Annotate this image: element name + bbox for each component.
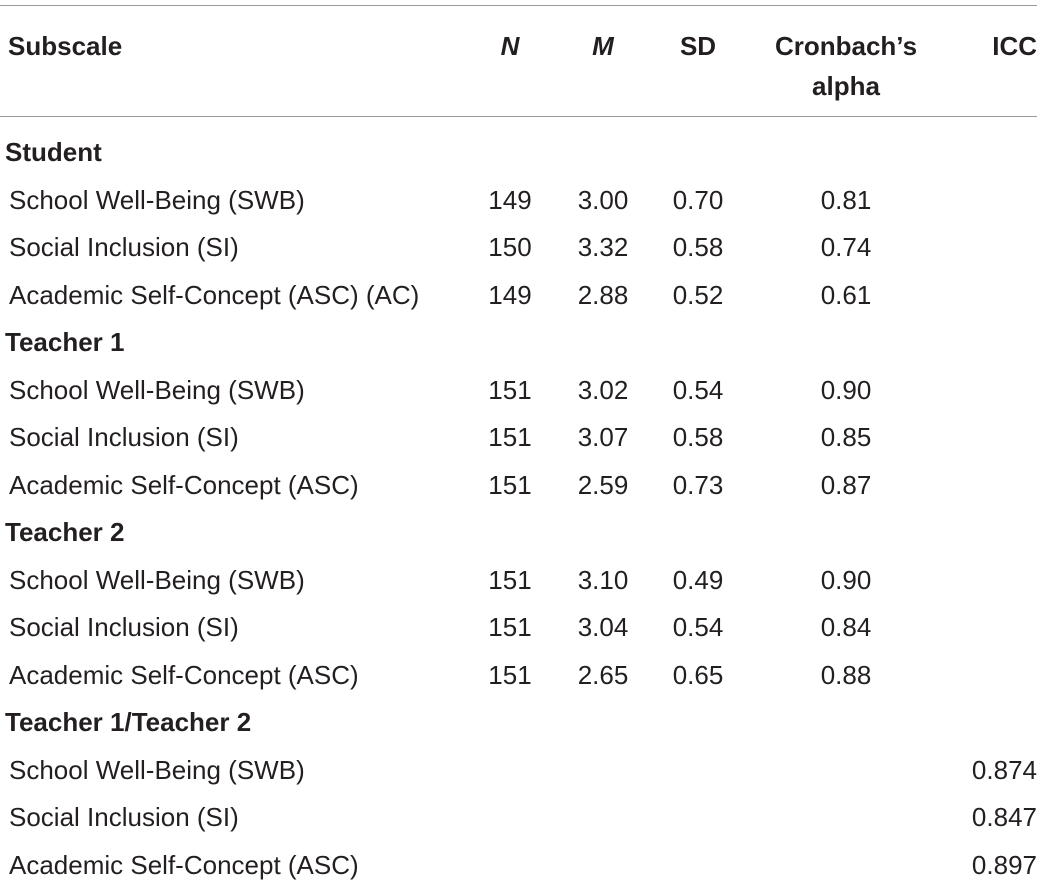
cell-icc: 0.847 bbox=[971, 802, 1037, 832]
cell-subscale: Social Inclusion (SI) bbox=[9, 612, 239, 642]
cell-subscale: Academic Self-Concept (ASC) bbox=[9, 469, 359, 500]
cell-n: 151 bbox=[488, 374, 532, 405]
table-row bbox=[0, 414, 1037, 461]
cell-sd: 0.73 bbox=[672, 469, 724, 500]
cell-alpha: 0.61 bbox=[820, 279, 872, 310]
cell-n: 151 bbox=[488, 612, 532, 642]
group-row bbox=[0, 699, 1037, 746]
table-row bbox=[0, 557, 1037, 604]
table-header-rule bbox=[0, 116, 1037, 117]
cell-sd: 0.54 bbox=[672, 374, 724, 405]
header-m: M bbox=[592, 31, 614, 61]
cell-subscale: Academic Self-Concept (ASC) (AC) bbox=[9, 279, 420, 310]
table-row bbox=[0, 604, 1037, 651]
cell-n: 149 bbox=[488, 184, 532, 215]
cell-alpha: 0.74 bbox=[820, 232, 872, 262]
header-cronbachs-alpha bbox=[740, 26, 952, 106]
cell-n: 151 bbox=[488, 469, 532, 500]
cell-subscale: Academic Self-Concept (ASC) bbox=[9, 849, 359, 880]
table-row bbox=[0, 794, 1037, 841]
cell-icc: 0.897 bbox=[971, 849, 1037, 880]
table-row bbox=[0, 462, 1037, 509]
table-row bbox=[0, 652, 1037, 699]
cell-sd: 0.65 bbox=[672, 659, 724, 690]
cell-m: 3.10 bbox=[577, 564, 629, 595]
cell-icc: 0.874 bbox=[971, 754, 1037, 785]
cell-sd: 0.52 bbox=[672, 279, 724, 310]
group-row bbox=[0, 129, 1037, 176]
cell-n: 151 bbox=[488, 659, 532, 690]
cell-subscale: Social Inclusion (SI) bbox=[9, 232, 239, 262]
cell-subscale: Social Inclusion (SI) bbox=[9, 422, 239, 452]
cell-alpha: 0.90 bbox=[820, 564, 872, 595]
cell-sd: 0.58 bbox=[672, 232, 724, 262]
cell-subscale: School Well-Being (SWB) bbox=[9, 564, 305, 595]
cell-alpha: 0.84 bbox=[820, 612, 872, 642]
cell-m: 2.65 bbox=[577, 659, 629, 690]
group-label: Teacher 1/Teacher 2 bbox=[5, 707, 252, 737]
cell-n: 151 bbox=[488, 422, 532, 452]
cell-alpha: 0.87 bbox=[820, 469, 872, 500]
cell-sd: 0.58 bbox=[672, 422, 724, 452]
header-subscale: Subscale bbox=[8, 31, 123, 61]
group-row bbox=[0, 319, 1037, 366]
group-row bbox=[0, 509, 1037, 556]
cell-n: 150 bbox=[488, 232, 532, 262]
cell-m: 3.04 bbox=[577, 612, 629, 642]
group-label: Student bbox=[5, 137, 102, 167]
table-row bbox=[0, 367, 1037, 414]
cell-sd: 0.49 bbox=[672, 564, 724, 595]
header-n: N bbox=[500, 31, 520, 61]
cell-subscale: School Well-Being (SWB) bbox=[9, 184, 305, 215]
table-row bbox=[0, 747, 1037, 794]
table-row bbox=[0, 177, 1037, 224]
cell-sd: 0.70 bbox=[672, 184, 724, 215]
cell-subscale: Social Inclusion (SI) bbox=[9, 802, 239, 832]
cell-subscale: School Well-Being (SWB) bbox=[9, 754, 305, 785]
cell-alpha: 0.81 bbox=[820, 184, 872, 215]
header-alpha-line1: Cronbach’s bbox=[774, 31, 918, 61]
header-alpha-line2: alpha bbox=[812, 71, 880, 101]
table-row bbox=[0, 842, 1037, 889]
cell-m: 2.59 bbox=[577, 469, 629, 500]
table-row bbox=[0, 224, 1037, 271]
cell-m: 2.88 bbox=[577, 279, 629, 310]
cell-m: 3.02 bbox=[577, 374, 629, 405]
header-icc: ICC bbox=[992, 31, 1037, 61]
cell-m: 3.07 bbox=[577, 422, 629, 452]
cell-alpha: 0.85 bbox=[820, 422, 872, 452]
cell-sd: 0.54 bbox=[672, 612, 724, 642]
group-label: Teacher 1 bbox=[5, 327, 125, 357]
cell-m: 3.32 bbox=[577, 232, 629, 262]
cell-n: 149 bbox=[488, 279, 532, 310]
cell-m: 3.00 bbox=[577, 184, 629, 215]
table-top-rule bbox=[0, 5, 1037, 6]
cell-subscale: Academic Self-Concept (ASC) bbox=[9, 659, 359, 690]
cell-n: 151 bbox=[488, 564, 532, 595]
cell-alpha: 0.90 bbox=[820, 374, 872, 405]
cell-subscale: School Well-Being (SWB) bbox=[9, 374, 305, 405]
header-sd: SD bbox=[679, 31, 717, 61]
cell-alpha: 0.88 bbox=[820, 659, 872, 690]
table-row bbox=[0, 272, 1037, 319]
group-label: Teacher 2 bbox=[5, 517, 125, 547]
